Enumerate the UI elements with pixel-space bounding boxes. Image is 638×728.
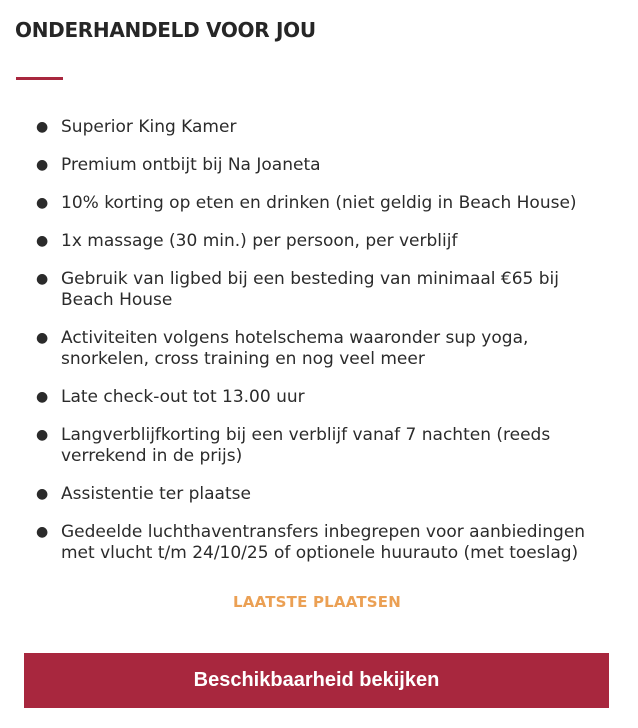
list-item-text: Langverblijfkorting bij een verblijf vanaf 7 nachten (reeds verrekend in de prijs) [61, 425, 551, 466]
bullet-icon: ● [36, 389, 49, 405]
list-item-text: 1x massage (30 min.) per persoon, per verblijf [61, 231, 458, 251]
list-item-text: Gebruik van ligbed bij een besteding van minimaal €65 bij Beach House [61, 269, 559, 310]
list-item-text: Assistentie ter plaatse [61, 484, 251, 504]
list-item [36, 484, 616, 505]
list-item [36, 328, 616, 370]
availability-badge: LAATSTE PLAATSEN [233, 593, 401, 611]
list-item-text: Activiteiten volgens hotelschema waaronder sup yoga, snorkelen, cross training en nog veel meer [61, 328, 529, 369]
list-item-text: Late check-out tot 13.00 uur [61, 387, 305, 407]
list-item [36, 231, 616, 252]
bullet-icon: ● [36, 330, 49, 346]
bullet-icon: ● [36, 486, 49, 502]
list-item-text: Superior King Kamer [61, 117, 237, 137]
bullet-icon: ● [36, 427, 49, 443]
list-item [36, 387, 616, 408]
list-item [36, 269, 616, 311]
benefits-list [36, 117, 616, 581]
bullet-icon: ● [36, 157, 49, 173]
list-item [36, 522, 616, 564]
bullet-icon: ● [36, 195, 49, 211]
list-item [36, 117, 616, 138]
list-item [36, 425, 616, 467]
section-title: ONDERHANDELD VOOR JOU [15, 18, 316, 42]
bullet-icon: ● [36, 233, 49, 249]
list-item-text: Gedeelde luchthaventransfers inbegrepen voor aanbiedingen met vlucht t/m 24/10/25 of optionele huurauto (met toeslag) [61, 522, 586, 563]
title-accent-divider [16, 77, 63, 80]
bullet-icon: ● [36, 119, 49, 135]
list-item [36, 155, 616, 176]
bullet-icon: ● [36, 271, 49, 287]
bullet-icon: ● [36, 524, 49, 540]
list-item-text: Premium ontbijt bij Na Joaneta [61, 155, 321, 175]
list-item [36, 193, 616, 214]
list-item-text: 10% korting op eten en drinken (niet geldig in Beach House) [61, 193, 577, 213]
view-availability-button[interactable]: Beschikbaarheid bekijken [24, 653, 609, 708]
